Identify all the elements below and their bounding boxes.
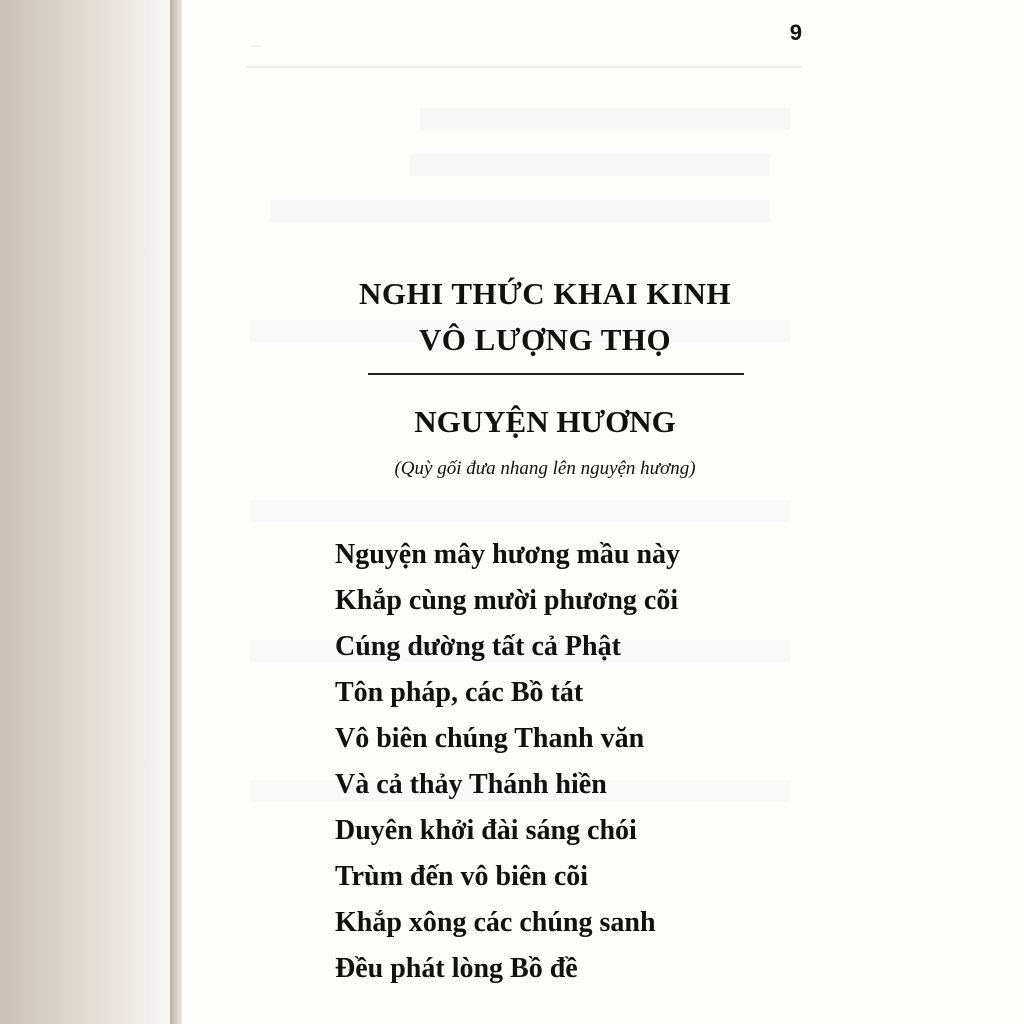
- page-number: 9: [789, 20, 802, 45]
- section-title: NGUYỆN HƯƠNG: [414, 404, 676, 439]
- verse-line: Nguyện mây hương mầu này: [335, 539, 681, 570]
- verse-line: Đều phát lòng Bồ đề: [335, 953, 578, 984]
- verse-line: Khắp xông các chúng sanh: [335, 907, 656, 938]
- verse-line: Và cả thảy Thánh hiền: [335, 769, 607, 800]
- verse-line: Duyên khởi đài sáng chói: [335, 815, 637, 846]
- verse-line: Vô biên chúng Thanh văn: [335, 723, 645, 754]
- verse-list: [335, 532, 680, 992]
- title-divider: [368, 373, 744, 375]
- verse-line: Khắp cùng mười phương cõi: [335, 585, 679, 616]
- book-spine-edge: [170, 0, 182, 1024]
- header-rule: [246, 66, 802, 68]
- verse-line: Cúng dường tất cả Phật: [335, 631, 621, 662]
- instruction-note: (Quỳ gối đưa nhang lên nguyện hương): [394, 458, 696, 479]
- verse-line: Tôn pháp, các Bồ tát: [335, 677, 584, 708]
- page-title-line-2: VÔ LƯỢNG THỌ: [418, 322, 672, 357]
- running-header-bleed: —: [250, 40, 262, 52]
- verse-line: Trùm đến vô biên cõi: [335, 861, 589, 892]
- page-title-line-1: NGHI THỨC KHAI KINH: [358, 276, 732, 311]
